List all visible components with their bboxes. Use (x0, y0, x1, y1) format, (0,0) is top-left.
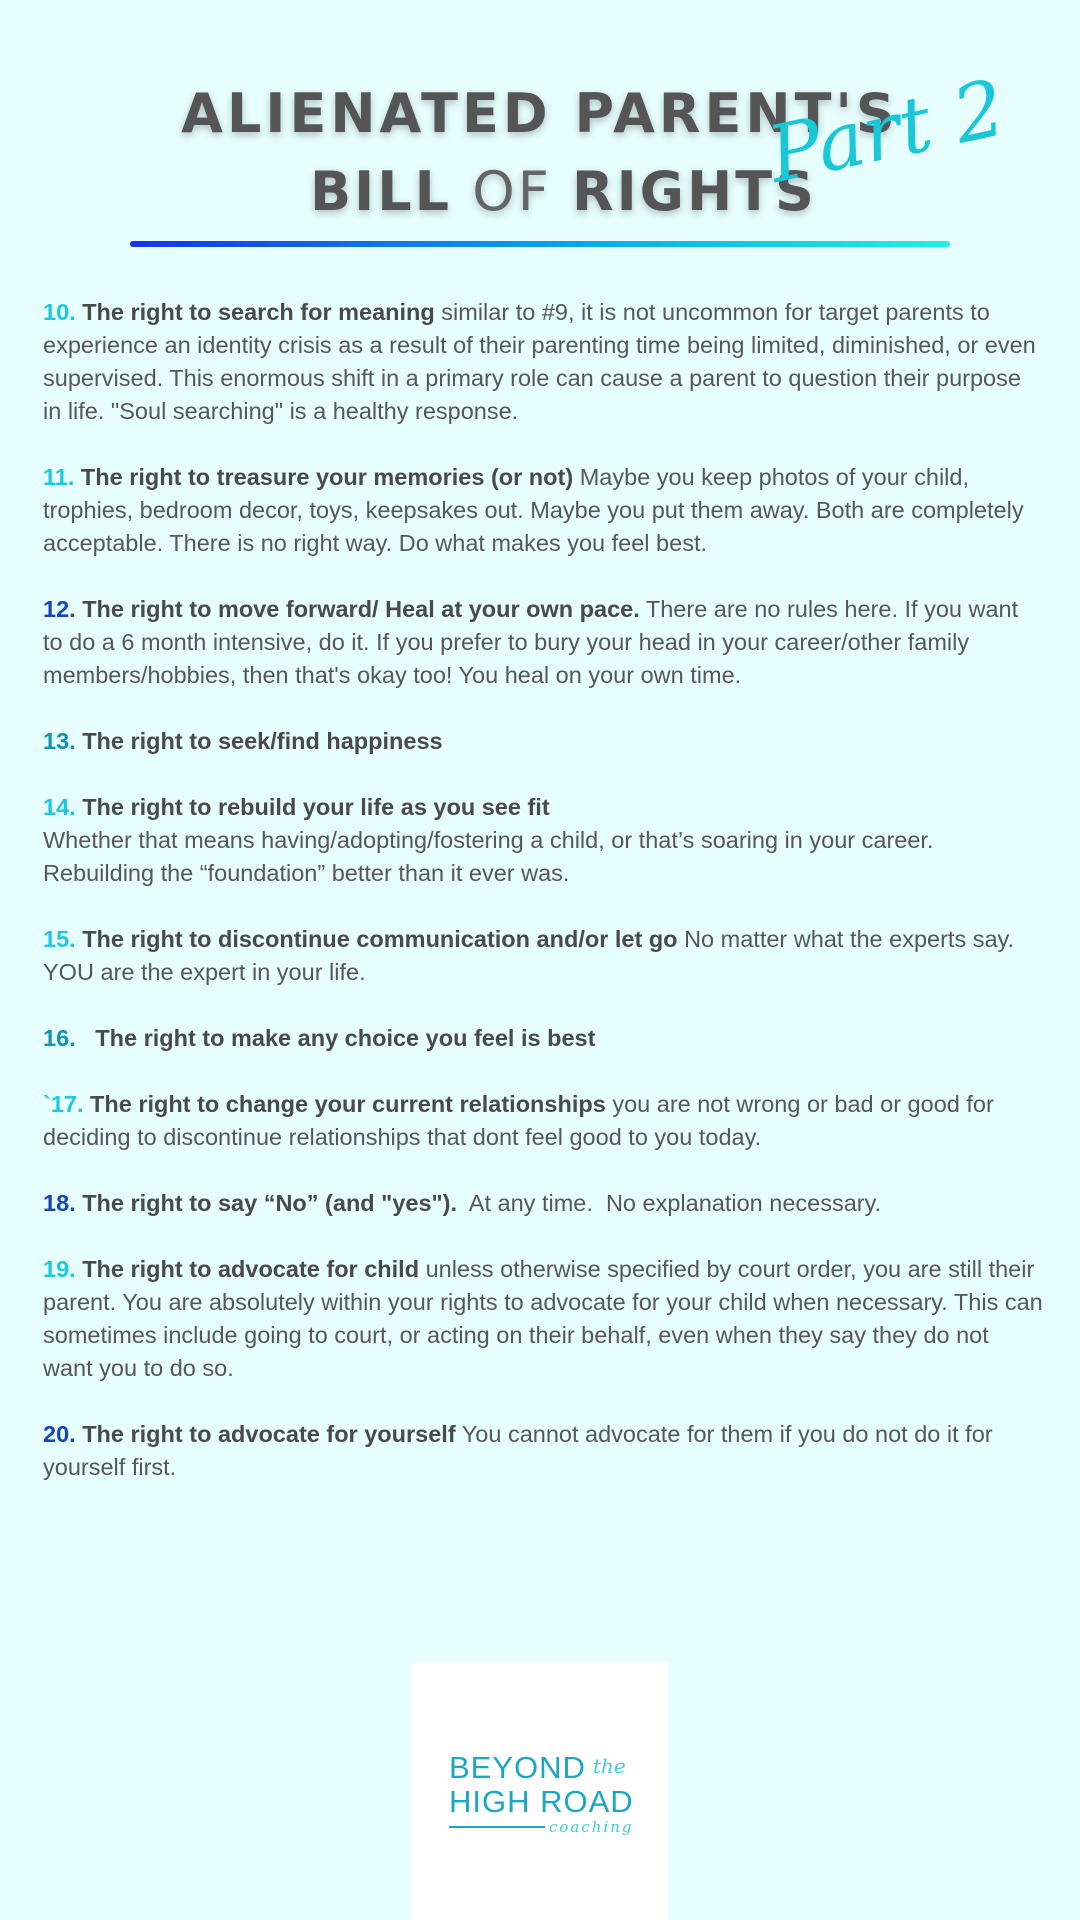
right-text: you are not wrong or bad or good for deciding to discontinue relationships that dont feel good to you today. (43, 1091, 994, 1150)
right-heading: The right to say “No” (and "yes"). (82, 1190, 458, 1216)
right-number: 19. (43, 1256, 76, 1282)
logo-coaching: coaching (549, 1818, 634, 1836)
right-text: Whether that means having/adopting/fostering a child, or that’s soaring in your career. Rebuilding the “foundation” better than it ever was. (43, 827, 934, 886)
right-item-18 (43, 1187, 1043, 1220)
right-heading: The right to rebuild your life as you see fit (82, 794, 550, 820)
logo-the: the (593, 1754, 626, 1778)
title-line-1: ALIENATED PARENT'S (181, 82, 899, 145)
title-rights: RIGHTS (572, 160, 817, 223)
right-item-10 (43, 296, 1043, 428)
right-number: 18. (43, 1190, 76, 1216)
right-item-19 (43, 1253, 1043, 1385)
right-item-20 (43, 1418, 1043, 1484)
right-text: There are no rules here. If you want to do a 6 month intensive, do it. If you prefer to bury your head in your career/other family members/hobbies, then that's okay too! You heal on your own time. (43, 596, 1019, 688)
right-text: similar to #9, it is not uncommon for target parents to experience an identity crisis as a result of their parenting time being limited, diminished, or even supervised. This enormous shift in a primary role can cause a parent to question their purpose in life. "Soul searching" is a healthy response. (43, 299, 1036, 424)
right-item-16 (43, 1022, 1043, 1055)
right-text: No matter what the experts say. YOU are the expert in your life. (43, 926, 1015, 985)
part-label: Part 2 (760, 63, 1013, 202)
right-item-13 (43, 725, 1043, 758)
logo-beyond: BEYOND (449, 1750, 586, 1785)
right-heading: The right to discontinue communication and/or let go (82, 926, 678, 952)
right-number: 16. (43, 1025, 76, 1051)
right-number: `17. (43, 1091, 84, 1117)
right-number: 11. (43, 464, 75, 490)
right-text: At any time. No explanation necessary. (457, 1190, 882, 1216)
right-number: 20. (43, 1421, 76, 1447)
rights-list (43, 296, 1043, 1517)
right-heading: . The right to move forward/ Heal at your own pace. (69, 596, 640, 622)
right-heading: The right to advocate for yourself (82, 1421, 456, 1447)
right-heading: The right to change your current relationships (90, 1091, 606, 1117)
page-header (0, 0, 1080, 260)
right-text: You cannot advocate for them if you do not do it for yourself first. (43, 1421, 993, 1480)
right-item-11 (43, 461, 1043, 560)
right-item-12 (43, 593, 1043, 692)
right-number: 10. (43, 299, 76, 325)
title-of: OF (472, 160, 552, 223)
right-item-14 (43, 791, 1043, 890)
right-heading: The right to treasure your memories (or not) (80, 464, 574, 490)
right-heading: The right to seek/find happiness (82, 728, 443, 754)
logo-rule (449, 1826, 545, 1828)
title-line-2 (310, 160, 817, 223)
right-number: 14. (43, 794, 76, 820)
right-heading: The right to make any choice you feel is best (82, 1025, 596, 1051)
right-heading: The right to advocate for child (82, 1256, 420, 1282)
title-bill: BILL (310, 160, 453, 223)
right-item-15 (43, 923, 1043, 989)
right-item-17 (43, 1088, 1043, 1154)
right-number: 15. (43, 926, 76, 952)
right-heading: The right to search for meaning (82, 299, 435, 325)
brand-logo-card (411, 1662, 669, 1920)
logo-high-road: HIGH ROAD (449, 1784, 634, 1819)
right-number: 13. (43, 728, 76, 754)
title-underline (130, 241, 950, 247)
right-text: unless otherwise specified by court order, you are still their parent. You are absolutely within your rights to advocate for your child when necessary. This can sometimes include going to court, or acting on their behalf, even when they say they do not want you to do so. (43, 1256, 1043, 1381)
right-number: 12 (43, 596, 70, 622)
right-text: Maybe you keep photos of your child, trophies, bedroom decor, toys, keepsakes out. Maybe you put them away. Both are completely acceptable. There is no right way. Do what makes you feel best. (43, 464, 1024, 556)
